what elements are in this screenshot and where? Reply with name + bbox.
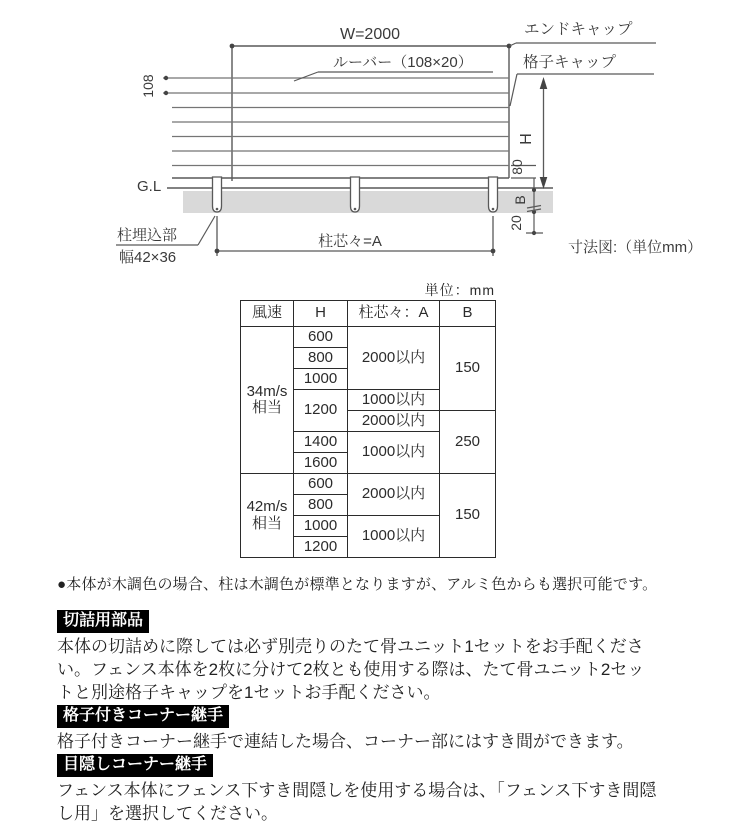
a-cell: 2000以内 xyxy=(348,411,440,432)
b-cell: 150 xyxy=(440,474,496,558)
h-cell: 800 xyxy=(294,495,348,516)
spec-table xyxy=(240,300,496,558)
ground-line-label: G.L xyxy=(137,178,162,195)
note-line: い。フェンス本体を2枚に分けて2枚とも使用する際は、たて骨ユニット2セッ xyxy=(57,660,645,679)
note-body xyxy=(57,635,705,704)
table-row xyxy=(241,474,496,495)
wind-speed-value: 34m/s xyxy=(246,382,288,400)
h-cell: 1000 xyxy=(294,516,348,537)
color-option-note: ●本体が木調色の場合、柱は木調色が標準となりますが、アルミ色からも選択可能です。 xyxy=(57,576,658,593)
note-line: し用」を選択してください。 xyxy=(57,804,278,823)
note-badge-privacy-corner: 目隠しコーナー継手 xyxy=(57,754,213,777)
h-cell: 1000 xyxy=(294,369,348,390)
h-cell: 600 xyxy=(294,474,348,495)
width-dimension-label: W=2000 xyxy=(339,26,401,43)
dim-dot xyxy=(532,188,536,192)
a-cell: 1000以内 xyxy=(348,516,440,558)
wind-speed-34-cell xyxy=(241,327,294,474)
col-header-h: H xyxy=(294,301,348,327)
b-cell: 150 xyxy=(440,327,496,411)
dim-dot xyxy=(532,231,536,235)
wind-speed-suffix: 相当 xyxy=(251,399,282,416)
dim-dot xyxy=(164,76,168,80)
fence-dimension-diagram xyxy=(0,0,740,272)
bottom-gap-label: 80 xyxy=(509,159,525,175)
note-line: フェンス本体にフェンス下すき間隠しを使用する場合は、「フェンス下すき間隠 xyxy=(57,781,657,800)
arrow-down xyxy=(540,177,548,189)
lattice-cap-leader xyxy=(510,74,654,106)
table-header-row xyxy=(241,301,496,327)
note-section-cut-parts xyxy=(57,610,705,704)
wind-speed-value: 42m/s xyxy=(246,498,288,515)
note-section-privacy-corner xyxy=(57,754,705,825)
louver-label: ルーバー（108×20） xyxy=(333,54,473,71)
h-cell: 1600 xyxy=(294,453,348,474)
col-header-a: 柱芯々：A xyxy=(348,301,440,327)
b-cell: 250 xyxy=(440,411,496,474)
arrow-up xyxy=(540,77,548,89)
h-cell: 600 xyxy=(294,327,348,348)
a-cell: 2000以内 xyxy=(348,474,440,516)
under-depth-label: 20 xyxy=(508,215,524,231)
a-cell: 1000以内 xyxy=(348,390,440,411)
height-dim-label: H xyxy=(518,133,535,145)
lattice-cap-label: 格子キャップ xyxy=(523,54,617,71)
louver-leader xyxy=(294,72,493,81)
dim-dot xyxy=(215,249,220,254)
note-badge-cut-parts: 切詰用部品 xyxy=(57,610,149,633)
col-header-wind: 風速 xyxy=(241,301,294,327)
note-body xyxy=(57,779,705,825)
dim-dot xyxy=(491,249,496,254)
dim-dot xyxy=(164,91,168,95)
diagram-caption: 寸法図:（単位mm） xyxy=(568,239,703,256)
h-cell: 1200 xyxy=(294,537,348,558)
end-cap-label: エンドキャップ xyxy=(524,21,633,38)
note-section-lattice-corner xyxy=(57,705,705,753)
wind-speed-suffix: 相当 xyxy=(251,514,282,532)
h-cell: 1400 xyxy=(294,432,348,453)
note-line: 格子付きコーナー継手で連結した場合、コーナー部にはすき間ができます。 xyxy=(57,732,634,751)
wind-speed-42-cell xyxy=(241,474,294,558)
embed-depth-label: B xyxy=(512,195,528,205)
table-row xyxy=(241,327,496,348)
notes-section xyxy=(57,573,705,826)
end-cap-leader xyxy=(510,43,657,46)
post-embed-size-label: 幅42×36 xyxy=(119,249,177,266)
post-embed-label: 柱埋込部 xyxy=(117,227,178,244)
a-cell: 2000以内 xyxy=(348,327,440,390)
note-line: 本体の切詰めに際しては必ず別売りのたて骨ユニット1セットをお手配くださ xyxy=(57,637,644,656)
a-cell: 1000以内 xyxy=(348,432,440,474)
table-unit-note: 単位：mm xyxy=(424,282,495,298)
louver-lines xyxy=(163,78,509,166)
note-line: トと別途格子キャップを1セットお手配ください。 xyxy=(57,683,441,702)
col-header-b: B xyxy=(440,301,496,327)
louver-height-label: 108 xyxy=(140,74,156,98)
post-pitch-label: 柱芯々=A xyxy=(318,233,382,250)
dim-dot xyxy=(230,44,235,49)
note-badge-lattice-corner: 格子付きコーナー継手 xyxy=(57,705,229,728)
h-cell: 1200 xyxy=(294,390,348,432)
h-cell: 800 xyxy=(294,348,348,369)
note-body xyxy=(57,730,705,753)
